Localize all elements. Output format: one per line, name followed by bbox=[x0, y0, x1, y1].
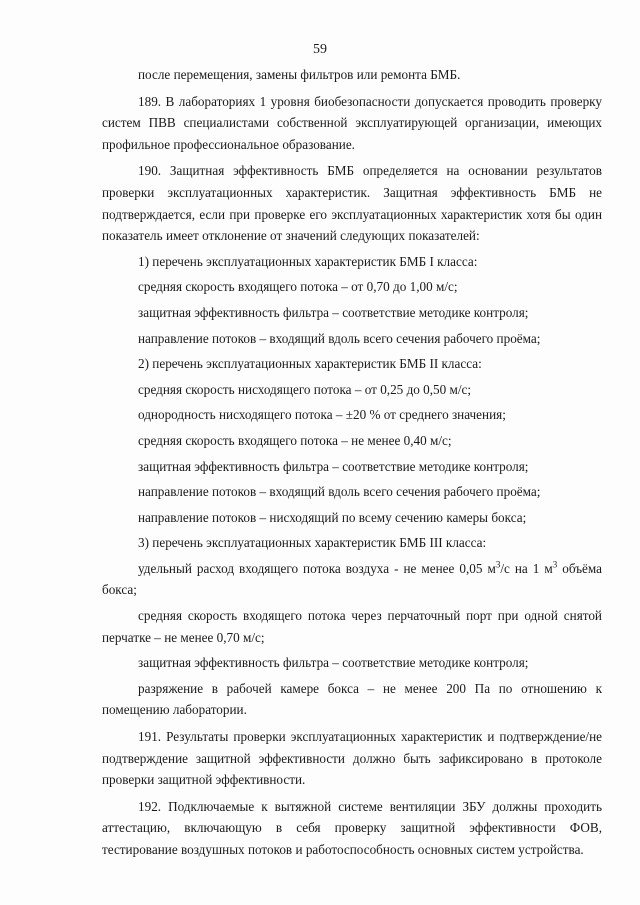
list-item: направление потоков – нисходящий по всему сечению камеры бокса; bbox=[138, 509, 527, 525]
text-segment: удельный расход входящего потока воздуха - не менее 0,05 м bbox=[138, 560, 496, 576]
paragraph-189: 189. В лабораториях 1 уровня биобезопасности допускается проводить проверку систем ПВВ специалистами собственной эксплуатирующей организации, имеющих профильное профессиональное образование. bbox=[102, 93, 602, 152]
list-item: средняя скорость входящего потока – не менее 0,40 м/с; bbox=[138, 432, 452, 448]
list-item: средняя скорость входящего потока через перчаточный порт при одной снятой перчатке – не менее 0,70 м/с; bbox=[102, 608, 602, 645]
text-segment: /с на 1 м bbox=[500, 560, 553, 576]
list-item: защитная эффективность фильтра – соответствие методике контроля; bbox=[138, 304, 529, 320]
page-number: 59 bbox=[313, 42, 327, 57]
list-item: средняя скорость нисходящего потока – от 0,25 до 0,50 м/с; bbox=[138, 381, 472, 397]
list-heading-class-1: 1) перечень эксплуатационных характеристик БМБ I класса: bbox=[138, 253, 478, 269]
list-item: защитная эффективность фильтра – соответствие методике контроля; bbox=[138, 458, 529, 474]
superscript: 3 bbox=[552, 559, 558, 570]
list-item: направление потоков – входящий вдоль всего сечения рабочего проёма; bbox=[138, 330, 541, 346]
superscript: 3 bbox=[495, 559, 501, 570]
list-item-volume-flow bbox=[102, 558, 602, 601]
list-heading-class-2: 2) перечень эксплуатационных характеристик БМБ II класса: bbox=[138, 356, 482, 372]
list-item: направление потоков – входящий вдоль всего сечения рабочего проёма; bbox=[138, 484, 541, 500]
list-item: защитная эффективность фильтра – соответствие методике контроля; bbox=[138, 655, 529, 671]
paragraph-continuation: после перемещения, замены фильтров или ремонта БМБ. bbox=[138, 67, 461, 82]
document-body bbox=[102, 64, 602, 861]
paragraph-191: 191. Результаты проверки эксплуатационных характеристик и подтверждение/не подтверждение защитной эффективности должно быть зафиксировано в протоколе проверки защитной эффективности. bbox=[102, 729, 602, 788]
list-heading-class-3: 3) перечень эксплуатационных характеристик БМБ III класса: bbox=[138, 535, 487, 551]
list-item: однородность нисходящего потока – ±20 % от среднего значения; bbox=[138, 407, 506, 423]
list-item: средняя скорость входящего потока – от 0,70 до 1,00 м/с; bbox=[138, 279, 458, 295]
paragraph-192: 192. Подключаемые к вытяжной системе вентиляции ЗБУ должны проходить аттестацию, включающую в себя проверку защитной эффективности ФОВ, тестирование воздушных потоков и работоспособность основных систем устройства. bbox=[102, 798, 602, 857]
paragraph-190: 190. Защитная эффективность БМБ определяется на основании результатов проверки эксплуатационных характеристик. Защитная эффективность БМБ не подтверждается, если при проверке его эксплуатационных характеристик хотя бы один показатель имеет отклонение от значений следующих показателей: bbox=[102, 163, 602, 244]
text-segment: объёма бокса; bbox=[102, 560, 602, 598]
list-item: разряжение в рабочей камере бокса – не менее 200 Па по отношению к помещению лаборатории. bbox=[102, 680, 602, 718]
